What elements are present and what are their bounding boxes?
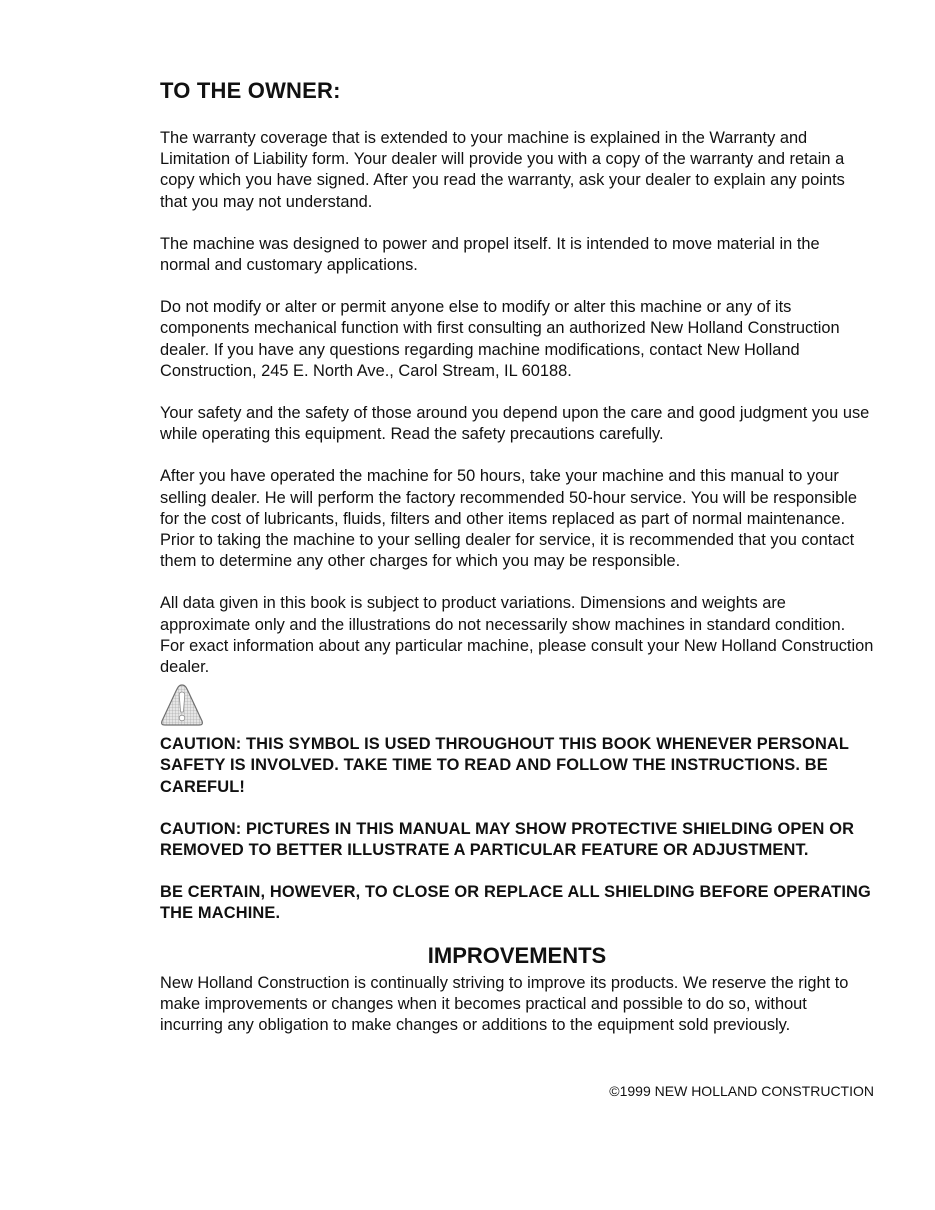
paragraph-50-hour-service: After you have operated the machine for 50 hours, take your machine and this manual to your selling dealer. He will perform the factory recommended 50-hour service. You will be responsible for the cost of lubricants, fluids, filters and other items replaced as part of normal maintenance. Prior to taking the machine to your selling dealer for service, it is recommended that you contact them to determine any other charges for which you may be responsible. [160,467,857,571]
copyright-notice: ©1999 NEW HOLLAND CONSTRUCTION [609,1083,874,1099]
caution-shielding: CAUTION: PICTURES IN THIS MANUAL MAY SHOW PROTECTIVE SHIELDING OPEN OR REMOVED TO BETTER ILLUSTRATE A PARTICULAR FEATURE OR ADJUSTMENT. [160,819,855,860]
improvements-text: New Holland Construction is continually striving to improve its products. We reserve the right to make improvements or changes when it becomes practical and possible to do so, without incurring any obligation to make changes or additions to the equipment sold previously. [160,973,849,1035]
paragraph-modifications: Do not modify or alter or permit anyone else to modify or alter this machine or any of its components mechanical function with first consulting an authorized New Holland Construction dealer. If you have any questions regarding machine modifications, contact New Holland Construction, 245 E. North Ave., Carol Stream, IL 60188. [160,298,840,380]
warning-triangle-icon [160,683,204,727]
document-body [160,78,874,1057]
improvements-title: IMPROVEMENTS [427,942,607,968]
paragraph-data-variations: All data given in this book is subject to product variations. Dimensions and weights are approximate only and the illustrations do not necessarily show machines in standard condition. For exact information about any particular machine, please consult your New Holland Construction dealer. [160,594,874,677]
page-title: TO THE OWNER: [160,78,341,103]
paragraph-design: The machine was designed to power and propel itself. It is intended to move material in the normal and customary applications. [160,234,820,275]
paragraph-warranty: The warranty coverage that is extended to your machine is explained in the Warranty and Limitation of Liability form. Your dealer will provide you with a copy of the warranty and retain a copy which you have signed. After you read the warranty, ask your dealer to explain any points that you may not understand. [160,129,845,211]
caution-safety-symbol: CAUTION: THIS SYMBOL IS USED THROUGHOUT THIS BOOK WHENEVER PERSONAL SAFETY IS INVOLVED. TAKE TIME TO READ AND FOLLOW THE INSTRUCTIONS. BE CAREFUL! [160,735,849,796]
paragraph-safety: Your safety and the safety of those around you depend upon the care and good judgment you use while operating this equipment. Read the safety precautions carefully. [160,404,870,444]
caution-close-shielding: BE CERTAIN, HOWEVER, TO CLOSE OR REPLACE ALL SHIELDING BEFORE OPERATING THE MACHINE. [160,883,871,923]
